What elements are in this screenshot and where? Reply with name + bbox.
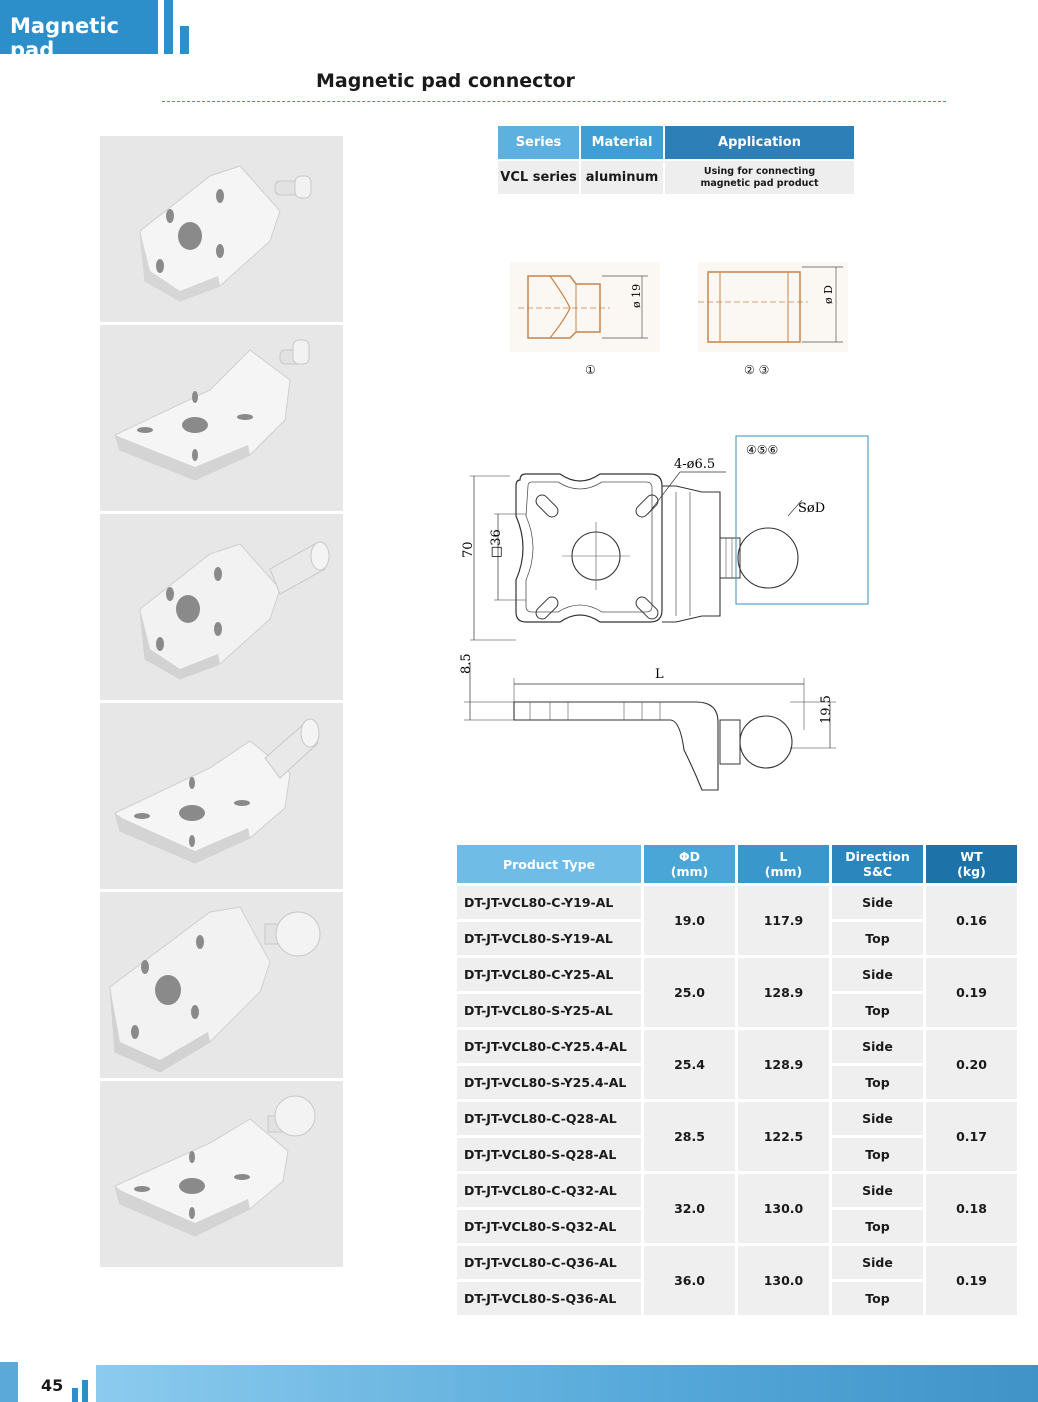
- dim-19-5: 19.5: [819, 695, 834, 724]
- dim-8-5: 8.5: [459, 653, 474, 674]
- diameter-cell: 36.0: [644, 1246, 735, 1315]
- direction-cell: Top: [832, 1282, 923, 1315]
- direction-cell: Side: [832, 886, 923, 919]
- product-image: [100, 136, 343, 322]
- product-image: [100, 892, 343, 1078]
- product-type-cell: DT-JT-VCL80-S-Q28-AL: [457, 1138, 641, 1171]
- series-header: Series: [498, 126, 580, 160]
- table-row: [457, 1174, 1017, 1207]
- product-type-cell: DT-JT-VCL80-C-Y19-AL: [457, 886, 641, 919]
- product-type-cell: DT-JT-VCL80-C-Q36-AL: [457, 1246, 641, 1279]
- weight-cell: 0.18: [926, 1174, 1017, 1243]
- weight-cell: 0.17: [926, 1102, 1017, 1171]
- title-divider: [162, 101, 946, 102]
- footer-accent: [0, 1362, 18, 1402]
- product-type-cell: DT-JT-VCL80-S-Q32-AL: [457, 1210, 641, 1243]
- figure-label-456: ④⑤⑥: [746, 443, 779, 457]
- direction-cell: Top: [832, 922, 923, 955]
- section-tab: [0, 0, 158, 62]
- length-cell: 130.0: [738, 1174, 829, 1243]
- weight-cell: 0.19: [926, 1246, 1017, 1315]
- product-type-cell: DT-JT-VCL80-C-Q28-AL: [457, 1102, 641, 1135]
- length-cell: 130.0: [738, 1246, 829, 1315]
- direction-cell: Side: [832, 1174, 923, 1207]
- material-header: Material: [580, 126, 664, 160]
- dim-sphere: SøD: [798, 501, 826, 516]
- product-type-cell: DT-JT-VCL80-S-Y19-AL: [457, 922, 641, 955]
- product-type-cell: DT-JT-VCL80-C-Y25-AL: [457, 958, 641, 991]
- dim-L: L: [655, 667, 664, 682]
- table-row: [457, 886, 1017, 919]
- product-image: [100, 1081, 343, 1267]
- length-cell: 117.9: [738, 886, 829, 955]
- length-cell: 122.5: [738, 1102, 829, 1171]
- adapter-drawing-1: [510, 262, 660, 352]
- col-diameter: ΦD (mm): [644, 845, 735, 883]
- product-table: [454, 842, 1020, 1318]
- application-header: Application: [664, 126, 854, 160]
- page-title: Magnetic pad connector: [316, 70, 575, 92]
- col-product-type: Product Type: [457, 845, 641, 883]
- footer-accent-bar: [82, 1380, 88, 1402]
- dim-36: □36: [489, 529, 504, 558]
- direction-cell: Top: [832, 1138, 923, 1171]
- direction-cell: Side: [832, 1246, 923, 1279]
- direction-cell: Side: [832, 958, 923, 991]
- table-row: [457, 1102, 1017, 1135]
- header-accent-bar: [164, 0, 173, 54]
- direction-cell: Top: [832, 1066, 923, 1099]
- footer-accent-bar: [72, 1388, 78, 1402]
- weight-cell: 0.19: [926, 958, 1017, 1027]
- dim-70: 70: [461, 541, 476, 558]
- dim-diaD: ø D: [822, 285, 835, 304]
- product-image: [100, 703, 343, 889]
- product-type-cell: DT-JT-VCL80-S-Y25.4-AL: [457, 1066, 641, 1099]
- material-value: aluminum: [580, 160, 664, 194]
- direction-cell: Side: [832, 1030, 923, 1063]
- product-type-cell: DT-JT-VCL80-S-Y25-AL: [457, 994, 641, 1027]
- length-cell: 128.9: [738, 1030, 829, 1099]
- diameter-cell: 28.5: [644, 1102, 735, 1171]
- section-tab-label: Magnetic pad: [10, 14, 119, 62]
- diameter-cell: 32.0: [644, 1174, 735, 1243]
- table-row: [457, 958, 1017, 991]
- diameter-cell: 19.0: [644, 886, 735, 955]
- diameter-cell: 25.4: [644, 1030, 735, 1099]
- product-thumbnails: [100, 136, 343, 1270]
- weight-cell: 0.20: [926, 1030, 1017, 1099]
- footer-band: [96, 1365, 1038, 1402]
- direction-cell: Side: [832, 1102, 923, 1135]
- application-value: Using for connecting magnetic pad product: [664, 160, 854, 194]
- direction-cell: Top: [832, 994, 923, 1027]
- dim-dia19: ø 19: [630, 283, 643, 308]
- series-value: VCL series: [498, 160, 580, 194]
- product-image: [100, 325, 343, 511]
- product-image: [100, 514, 343, 700]
- col-weight: WT (kg): [926, 845, 1017, 883]
- page-number: 45: [41, 1376, 64, 1395]
- table-row: [457, 1246, 1017, 1279]
- table-row: [457, 1030, 1017, 1063]
- adapter-drawing-2: [698, 262, 848, 352]
- header-accent-bar: [180, 26, 189, 54]
- figure-label-23: ② ③: [744, 363, 770, 377]
- figure-label-1: ①: [585, 363, 596, 377]
- connector-technical-drawing: [450, 430, 870, 798]
- product-type-cell: DT-JT-VCL80-S-Q36-AL: [457, 1282, 641, 1315]
- weight-cell: 0.16: [926, 886, 1017, 955]
- direction-cell: Top: [832, 1210, 923, 1243]
- col-direction: Direction S&C: [832, 845, 923, 883]
- product-type-cell: DT-JT-VCL80-C-Y25.4-AL: [457, 1030, 641, 1063]
- col-length: L (mm): [738, 845, 829, 883]
- length-cell: 128.9: [738, 958, 829, 1027]
- dim-holes: 4-ø6.5: [674, 457, 716, 472]
- series-table: [498, 126, 854, 194]
- product-type-cell: DT-JT-VCL80-C-Q32-AL: [457, 1174, 641, 1207]
- diameter-cell: 25.0: [644, 958, 735, 1027]
